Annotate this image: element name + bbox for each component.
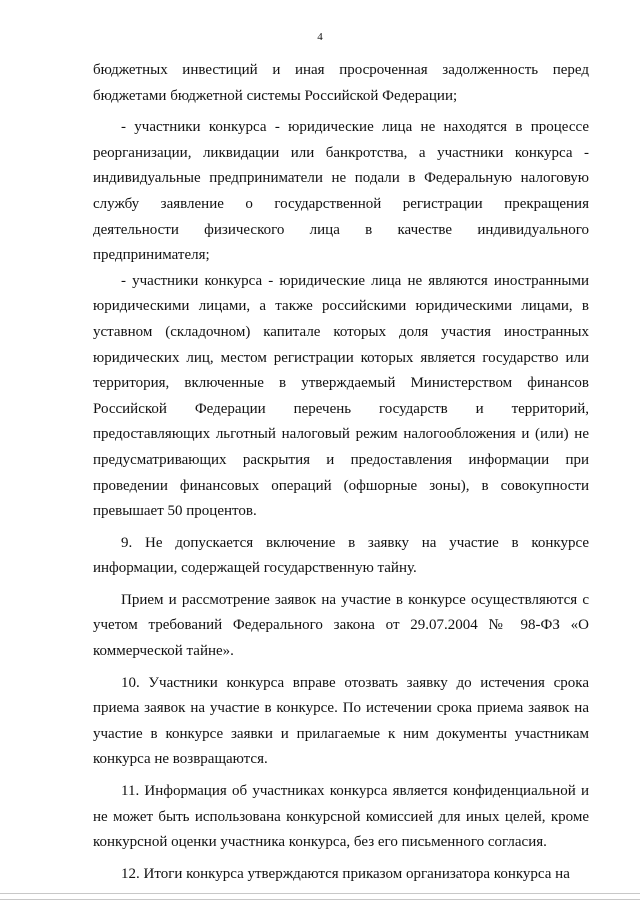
paragraph-item-12: 12. Итоги конкурса утверждаются приказом организатора конкурса на <box>121 865 570 882</box>
document-body <box>93 58 589 887</box>
paragraph-bullet-foreign-entities: - участники конкурса - юридические лица не являются иностранными юридическими лицами, а также российскими юридическими лицами, в уставном (складочном) капитале которых доля участия иностранных юридических лиц, местом регистрации которых является государство или территория, включенные в утверждаемый Министерством финансов Российской Федерации перечень государств и территорий, предоставляющих льготный налоговый режим налогообложения и (или) не предусматривающих раскрытия и предоставления информации при проведении финансовых операций (офшорные зоны), в совокупности превышает 50 процентов. <box>93 272 589 520</box>
paragraph-commercial-secret: Прием и рассмотрение заявок на участие в конкурсе осуществляются с учетом требований Федерального закона от 29.07.2004 № 98-ФЗ «О коммерческой тайне». <box>93 591 589 660</box>
paragraph-continuation: бюджетных инвестиций и иная просроченная задолженность перед бюджетами бюджетной системы Российской Федерации; <box>93 62 589 104</box>
page-number: 4 <box>317 31 323 43</box>
paragraph-item-11: 11. Информация об участниках конкурса является конфиденциальной и не может быть использована конкурсной комиссией для иных целей, кроме конкурсной оценки участника конкурса, без его письменного согласия. <box>93 783 589 851</box>
scan-edge-line <box>0 893 640 894</box>
paragraph-item-9: 9. Не допускается включение в заявку на участие в конкурсе информации, содержащей государственную тайну. <box>93 534 589 577</box>
scan-edge-line <box>0 899 640 900</box>
paragraph-item-10: 10. Участники конкурса вправе отозвать заявку до истечения срока приема заявок на участие в конкурсе. По истечении срока приема заявок на участие в конкурсе заявки и прилагаемые к ним документы участникам конкурса не возвращаются. <box>93 674 589 768</box>
paragraph-bullet-reorganization: - участники конкурса - юридические лица не находятся в процессе реорганизации, ликвидации или банкротства, а участники конкурса - индивидуальные предприниматели не подали в Федеральную налоговую службу заявление о государственной регистрации прекращения деятельности физического лица в качестве индивидуального предпринимателя; <box>93 119 589 264</box>
